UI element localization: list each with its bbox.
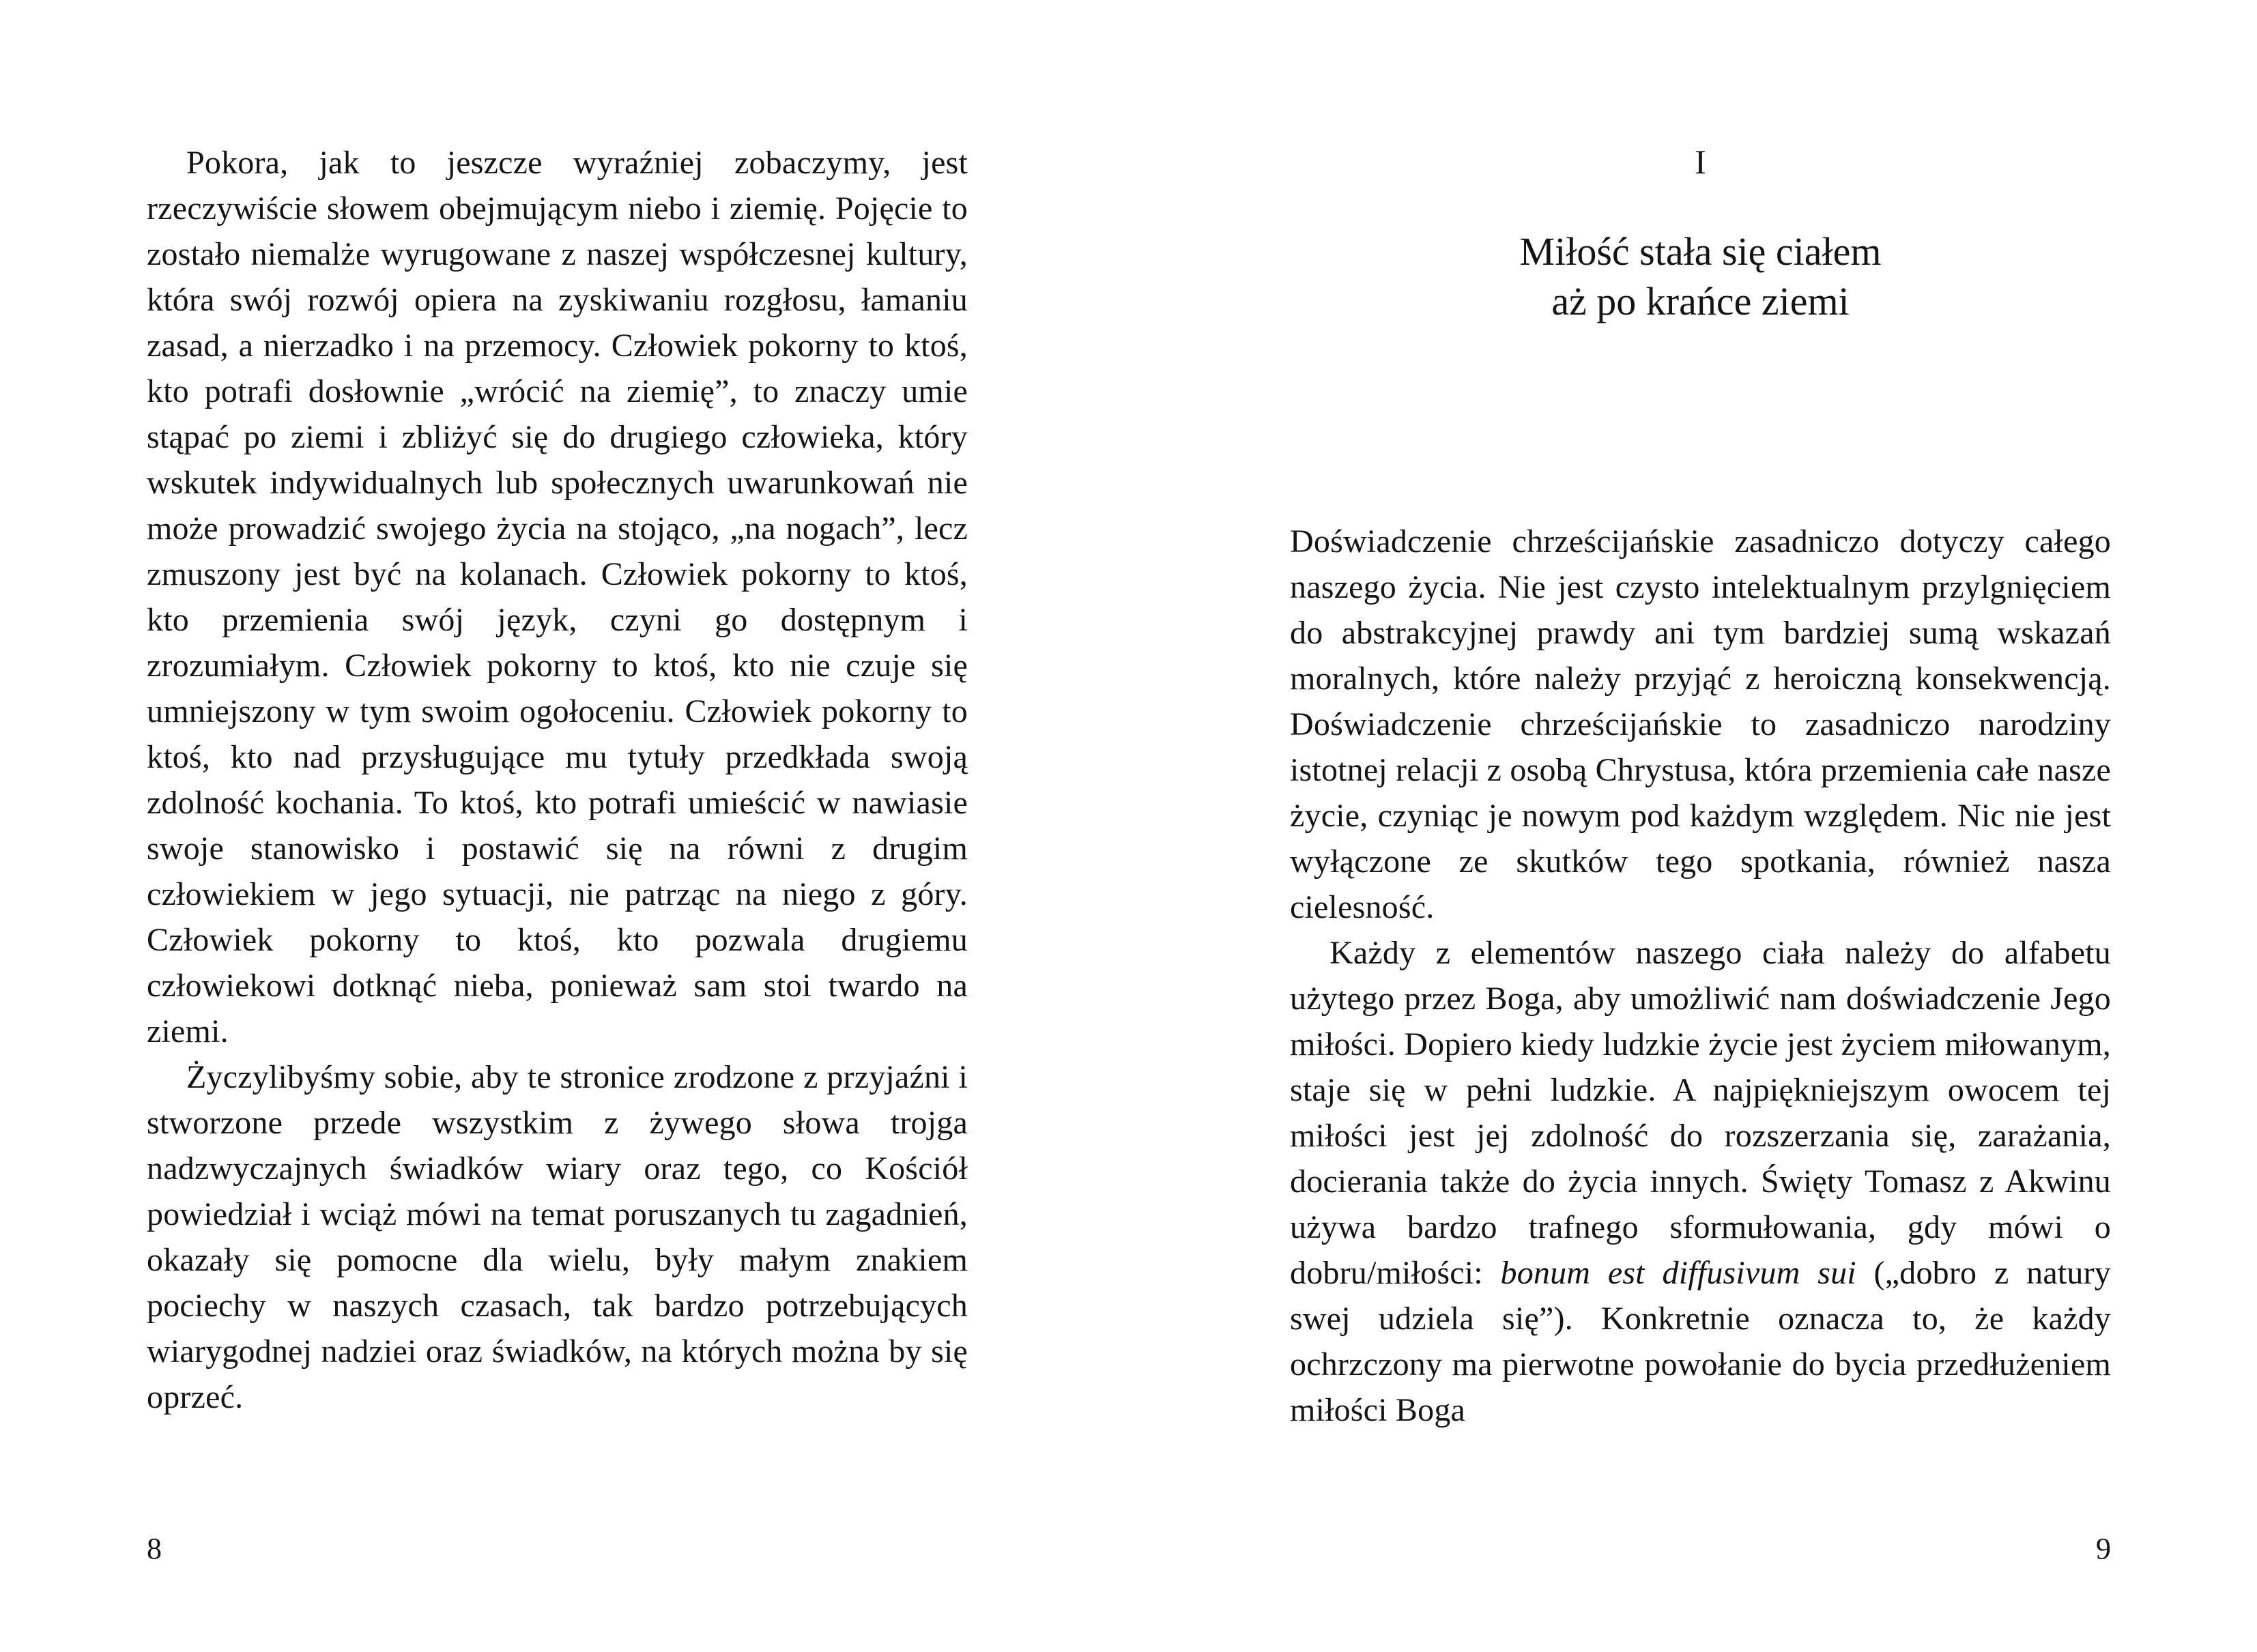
paragraph: Życzylibyśmy sobie, aby te stronice zrodzone z przyjaźni i stworzone przede wszystkim z żywego słowa trojga nadzwyczajnych świadków wiary oraz tego, co Kościół powiedział i wciąż mówi na temat poruszanych tu zagadnień, okazały się pomocne dla wielu, były małym znakiem pociechy w naszych czasach, tak bardzo potrzebujących wiarygodnej nadziei oraz świadków, na których można by się oprzeć. <box>147 1059 968 1415</box>
chapter-title-line-1: Miłość stała się ciałem <box>1519 229 1882 274</box>
paragraph-segment: Każdy z elementów naszego ciała należy do alfabetu użytego przez Boga, aby umożliwić nam doświadczenie Jego miłości. Dopiero kiedy ludzkie życie jest życiem miłowanym, staje się w pełni ludzkie. A najpiękniejszym owocem tej miłości jest jej zdolność do rozszerzania się, zarażania, docierania także do życia innych. Święty Tomasz z Akwinu używa bardzo trafnego sformułowania, gdy mówi o dobru/miłości: <box>1290 935 2111 1291</box>
latin-phrase-italic: bonum est diffusivum sui <box>1500 1255 1856 1291</box>
paragraph-segment: („dobro z natury swej udziela się”). Konkretnie oznacza to, że każdy ochrzczony ma pierwotne powołanie do bycia przedłużeniem miłości Boga <box>1290 1255 2111 1428</box>
left-page-body-text <box>147 140 968 1420</box>
chapter-title <box>1290 227 2111 326</box>
chapter-title-line-2: aż po krańce ziemi <box>1551 279 1850 323</box>
paragraph <box>1290 930 2111 1433</box>
paragraph: Pokora, jak to jeszcze wyraźniej zobaczymy, jest rzeczywiście słowem obejmującym niebo i ziemię. Pojęcie to zostało niemalże wyrugowane z naszej współczesnej kultury, która swój rozwój opiera na zyskiwaniu rozgłosu, łamaniu zasad, a nierzadko i na przemocy. Człowiek pokorny to ktoś, kto potrafi dosłownie „wrócić na ziemię”, to znaczy umie stąpać po ziemi i zbliżyć się do drugiego człowieka, który wskutek indywidualnych lub społecznych uwarunkowań nie może prowadzić swojego życia na stojąco, „na nogach”, lecz zmuszony jest być na kolanach. Człowiek pokorny to ktoś, kto przemienia swój język, czyni go dostępnym i zrozumiałym. Człowiek pokorny to ktoś, kto nie czuje się umniejszony w tym swoim ogołoceniu. Człowiek pokorny to ktoś, kto nad przysługujące mu tytuły przedkłada swoją zdolność kochania. To ktoś, kto potrafi umieścić w nawiasie swoje stanowisko i postawić się na równi z drugim człowiekiem w jego sytuacji, nie patrząc na niego z góry. Człowiek pokorny to ktoś, kto pozwala drugiemu człowiekowi dotknąć nieba, ponieważ sam stoi twardo na ziemi. <box>147 145 968 1049</box>
page-right <box>1129 0 2257 1652</box>
page-number: 8 <box>147 1532 162 1565</box>
right-page-body-text <box>1290 519 2111 1433</box>
page-number: 9 <box>2096 1532 2111 1565</box>
paragraph: Doświadczenie chrześcijańskie zasadniczo dotyczy całego naszego życia. Nie jest czysto intelektualnym przylgnięciem do abstrakcyjnej prawdy ani tym bardziej sumą wskazań moralnych, które należy przyjąć z heroiczną konsekwencją. Doświadczenie chrześcijańskie to zasadniczo narodziny istotnej relacji z osobą Chrystusa, która przemienia całe nasze życie, czyniąc je nowym pod każdym względem. Nic nie jest wyłączone ze skutków tego spotkania, również nasza cielesność. <box>1290 523 2111 925</box>
chapter-number: I <box>1695 143 1706 181</box>
page-left <box>0 0 1128 1652</box>
